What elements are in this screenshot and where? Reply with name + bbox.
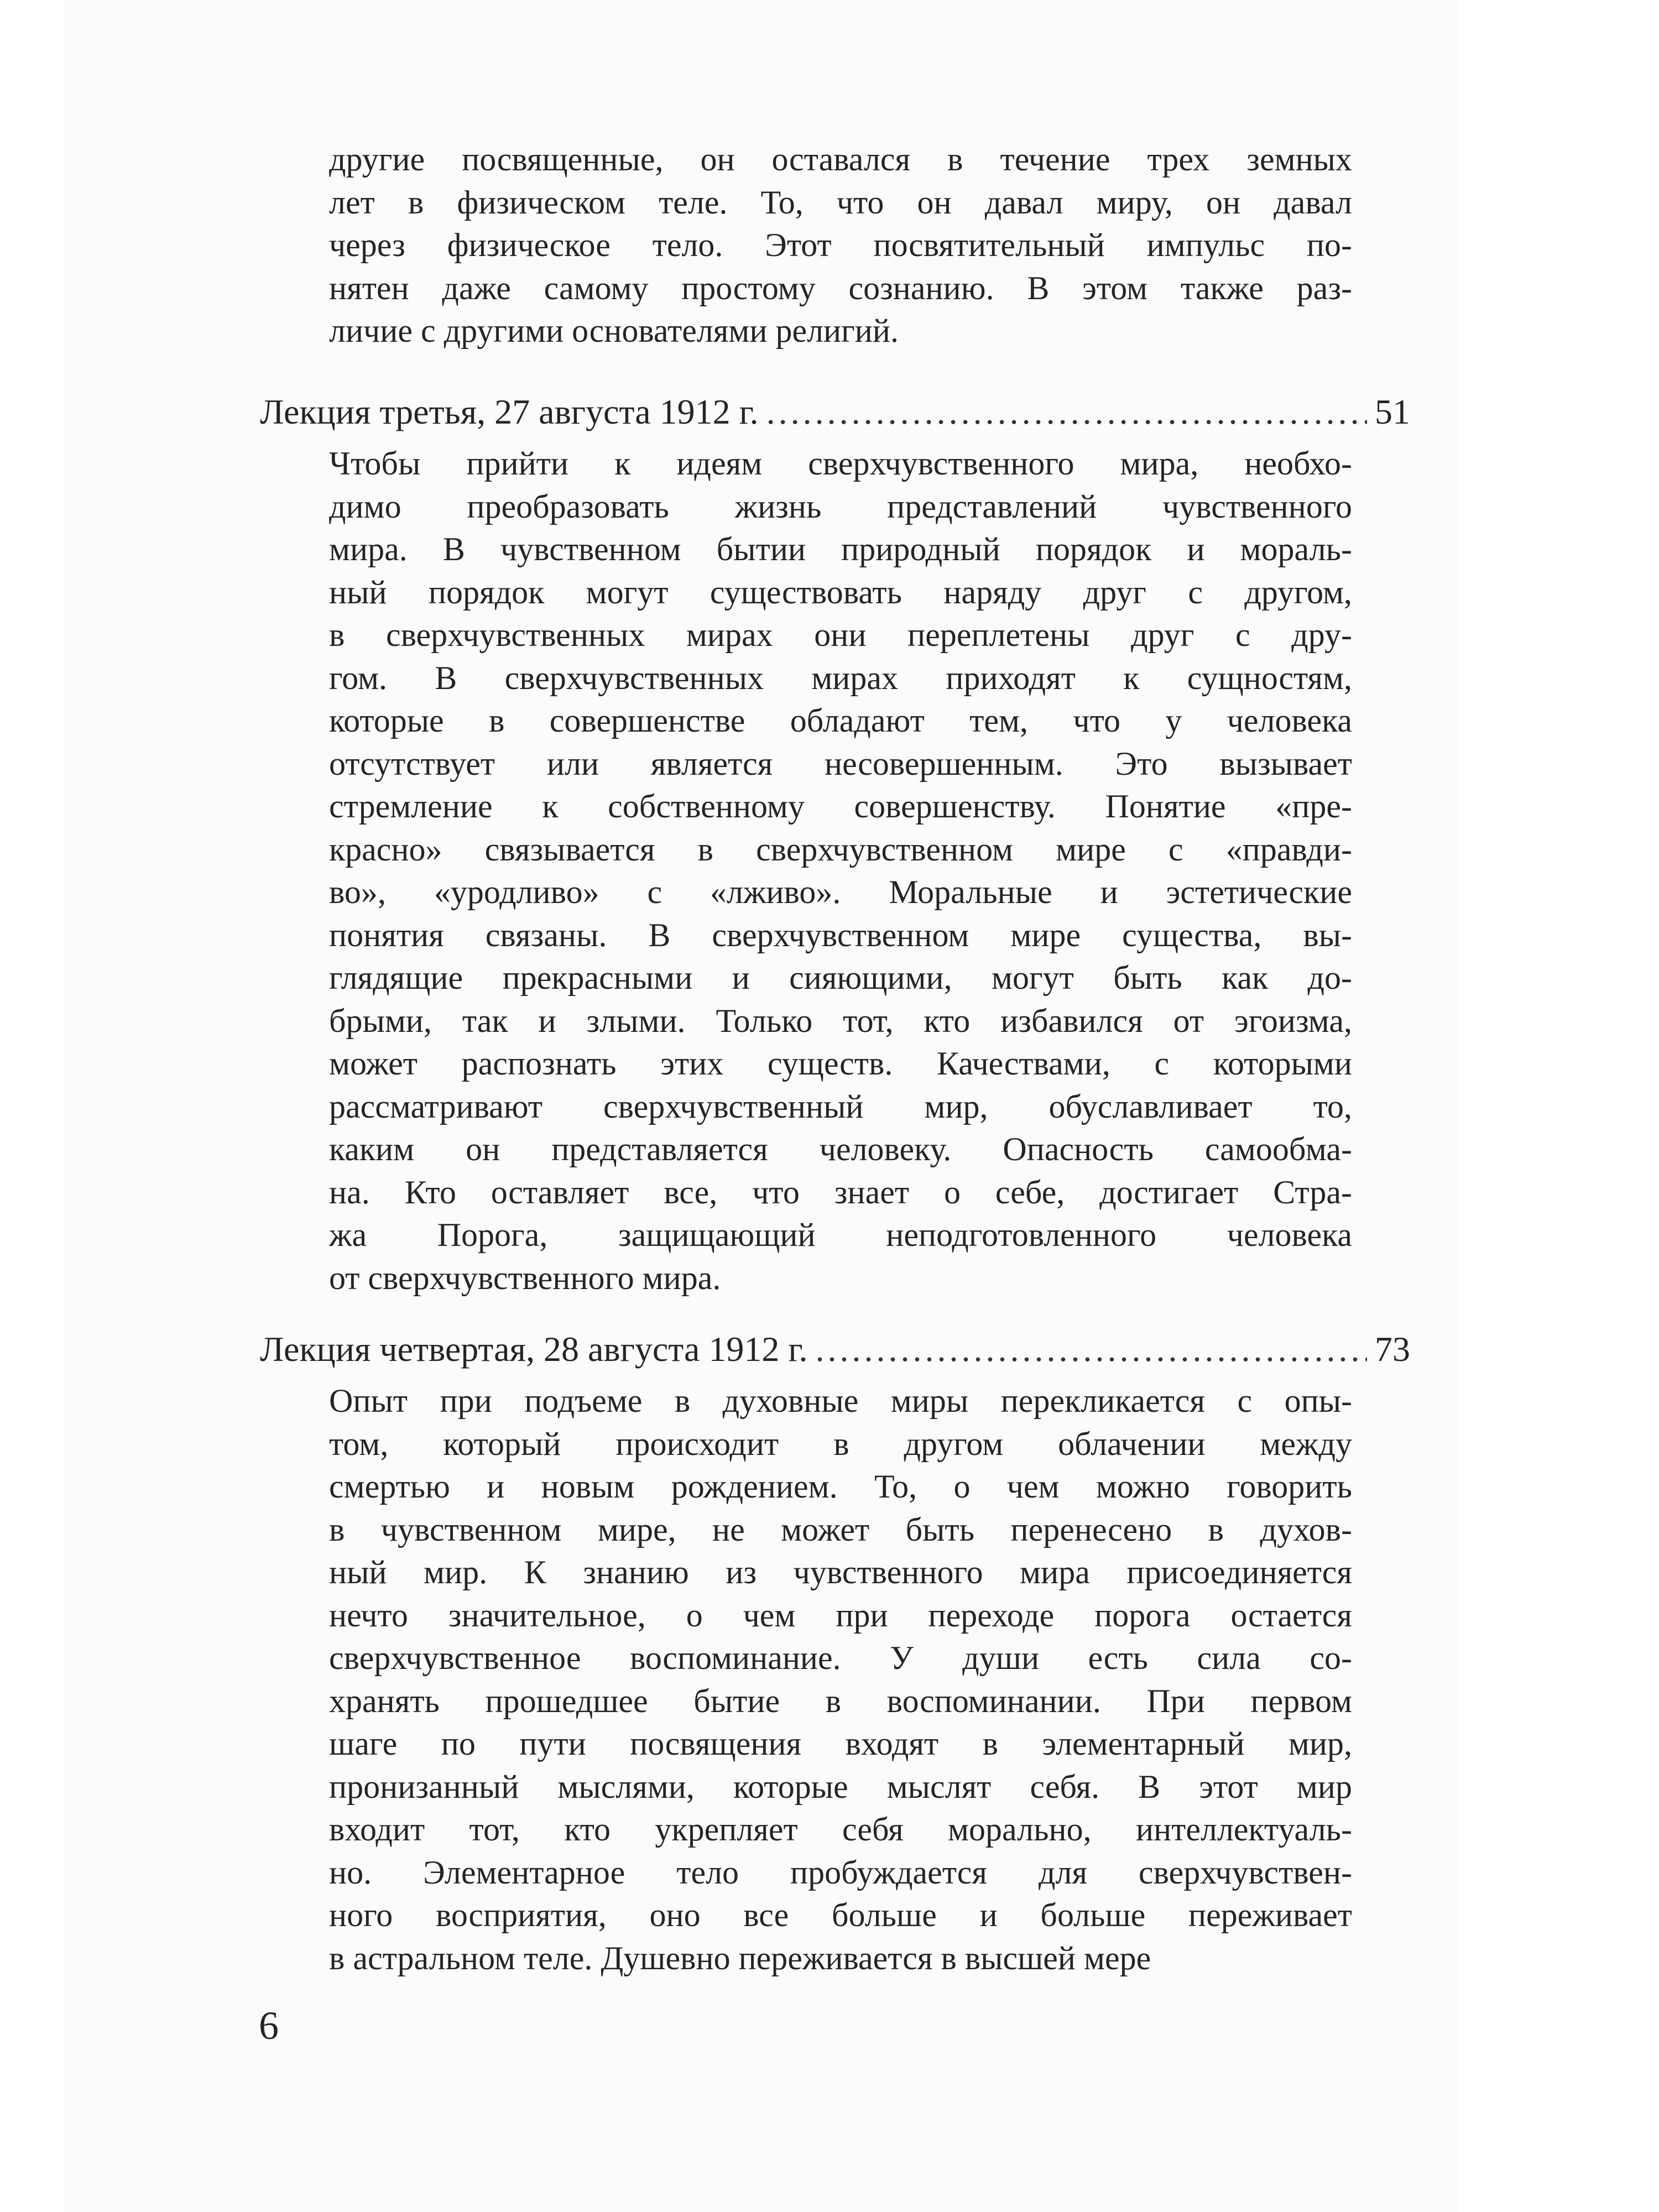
lecture-3-title: Лекция третья, 27 августа 1912 г. [260,392,759,431]
text-line: ного восприятия, оно все больше и больше переживает [329,1897,1352,1933]
text-line: от сверхчувственного мира. [329,1259,721,1296]
text-line: в астральном теле. Душевно переживается в высшей мере [329,1939,1151,1976]
text-line: Чтобы прийти к идеям сверхчувственного мира, необхо- [329,445,1352,482]
dot-leader [766,387,1367,437]
text-line: хранять прошедшее бытие в воспоминании. При первом [329,1682,1352,1719]
text-line: гом. В сверхчувственных мирах приходят к сущностям, [329,659,1352,696]
text-line: ный мир. К знанию из чувственного мира присоединяется [329,1554,1352,1590]
text-line: в сверхчувственных мирах они переплетены друг с дру- [329,617,1352,653]
page-number: 6 [259,2004,279,2048]
lecture-3-summary [329,442,1352,1300]
text-line: входит тот, кто укрепляет себя морально, интеллектуаль- [329,1811,1352,1848]
text-line: стремление к собственному совершенству. Понятие «пре- [329,788,1352,825]
text-line: смертью и новым рождением. То, о чем можно говорить [329,1468,1352,1505]
text-line: жа Порога, защищающий неподготовленного человека [329,1217,1352,1253]
lecture-3-page-number: 51 [1375,392,1410,431]
text-line: ный порядок могут существовать наряду друг с другом, [329,573,1352,611]
toc-entry-lecture-3 [260,387,1410,437]
text-line: шаге по пути посвящения входят в элементарный мир, [329,1725,1352,1762]
text-line: нятен даже самому простому сознанию. В этом также раз- [329,269,1352,306]
toc-entry-lecture-4 [260,1324,1410,1374]
text-line: через физическое тело. Этот посвятительный импульс по- [329,227,1352,263]
text-line: отсутствует или является несовершенным. Это вызывает [329,745,1352,782]
text-line: личие с другими основателями религий. [329,312,899,349]
text-line: которые в совершенстве обладают тем, что у человека [329,702,1352,739]
text-line: красно» связывается в сверхчувственном мире с «правди- [329,831,1352,868]
text-line: другие посвященные, он оставался в течение трех земных [329,141,1352,178]
text-line: во», «уродливо» с «лживо». Моральные и эстетические [329,874,1352,910]
text-line: может распознать этих существ. Качествами, с которыми [329,1045,1352,1082]
text-line: в чувственном мире, не может быть перенесено в духов- [329,1511,1352,1548]
text-line: рассматривают сверхчувственный мир, обуславливает то, [329,1088,1352,1125]
text-line: Опыт при подъеме в духовные миры перекликается с опы- [329,1383,1352,1419]
text-line: нечто значительное, о чем при переходе порога остается [329,1597,1352,1634]
lecture-4-title: Лекция четвертая, 28 августа 1912 г. [260,1329,808,1369]
text-line: понятия связаны. В сверхчувственном мире существа, вы- [329,916,1352,953]
text-line: том, который происходит в другом облачении между [329,1425,1352,1462]
text-line: сверхчувственное воспоминание. У души есть сила со- [329,1640,1352,1676]
text-line: на. Кто оставляет все, что знает о себе, достигает Стра- [329,1173,1352,1211]
lecture-4-page-number: 73 [1375,1329,1410,1369]
text-line: брыми, так и злыми. Только тот, кто избавился от эгоизма, [329,1002,1352,1039]
text-line: глядящие прекрасными и сияющими, могут быть как до- [329,959,1352,996]
text-line: мира. В чувственном бытии природный порядок и мораль- [329,531,1352,567]
lecture-4-summary [329,1380,1352,1980]
text-line: димо преобразовать жизнь представлений чувственного [329,488,1352,525]
text-line: лет в физическом теле. То, что он давал миру, он давал [329,184,1352,221]
dot-leader [815,1324,1367,1374]
text-line: каким он представляется человеку. Опасность самообма- [329,1131,1352,1167]
text-line: пронизанный мыслями, которые мыслят себя. В этот мир [329,1768,1352,1805]
text-line: но. Элементарное тело пробуждается для сверхчувствен- [329,1854,1352,1891]
intro-paragraph [329,138,1352,353]
